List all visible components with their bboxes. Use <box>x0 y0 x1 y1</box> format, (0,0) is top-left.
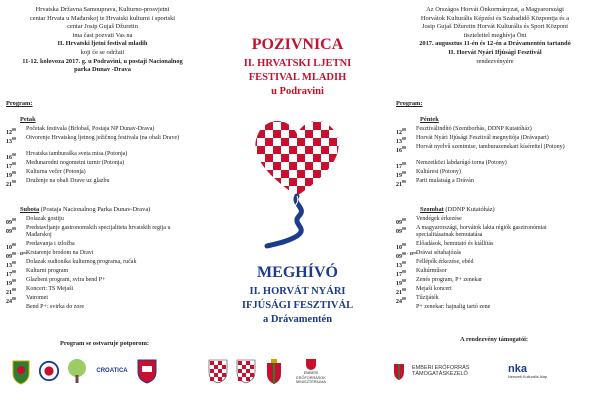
program-description: Kultúrműsor <box>416 268 447 275</box>
program-label: Program: <box>6 100 33 107</box>
croatian-shield-icon <box>235 356 257 386</box>
logo-row-middle <box>207 356 331 386</box>
program-description: Nemzetközi labdarúgó torna (Potony) <box>416 160 507 167</box>
intro-line: Josip Gujaš Džuretin Horvát Kulturális és Sport Központ <box>421 23 569 31</box>
program-time: $17^{00}$ <box>396 161 406 171</box>
hungarian-crest-icon <box>392 356 406 386</box>
festival-logo <box>237 104 357 254</box>
program-description: Druženje na obali Drave uz glazbu <box>26 178 110 185</box>
title-line: FESTIVAL MLADIH <box>248 72 347 83</box>
intro-line: tisztelettel meghívja Önt <box>463 31 527 39</box>
title-line: IFJÚSÁGI FESZTIVÁL <box>241 300 354 311</box>
program-description: Vendégek érkezése <box>416 216 462 222</box>
program-time: $21^{00}$ <box>6 287 16 297</box>
program-time: $17^{00}$ <box>6 269 16 279</box>
title-meghivo: MEGHÍVÓ <box>257 264 338 281</box>
program-description: Hrvatska tamburaška sveta misa (Potonja) <box>26 151 128 158</box>
program-description: Kulturni program <box>26 268 69 275</box>
middle-column <box>205 0 390 400</box>
program-description: Drávai sétahajózás <box>416 250 462 257</box>
program-description: Otvorenje Hrvatskog ljetnog ježičnog festivala (na obali Drave) <box>26 135 180 141</box>
program-description: Tűzijáték <box>416 295 439 302</box>
hungarian-coat-of-arms-icon <box>263 356 285 386</box>
day-label: Petak <box>20 116 36 123</box>
program-time: $17^{00}$ <box>396 269 406 279</box>
program-description: Početak festivala (Brlobaš, Postaja NP Dunav-Drava) <box>26 126 155 132</box>
support-label: A rendezvény támogatói: <box>460 336 529 343</box>
program-description: Krstarenje brodom na Dravi <box>26 250 94 257</box>
program-description: Fellépők érkezése, ebéd <box>416 259 474 266</box>
program-time: $09^{00 - 18^{00}}$ <box>396 251 417 261</box>
intro-line: centar Josip Gujaš Džuretin <box>67 23 138 31</box>
program-time: $24^{00}$ <box>396 296 406 306</box>
program-description: Horvát Nyári Ifjúsági Fesztivál megnyitója (Drávapart) <box>416 135 549 141</box>
program-description: Zenés program, P+ zenekar <box>416 277 483 284</box>
program-description: Kultúrest (Potony) <box>416 169 461 176</box>
program-time: $09^{00}$ <box>6 226 16 235</box>
program-time: $10^{00}$ <box>6 242 16 252</box>
day-label: Szombat (DDNP Kutatóház) <box>420 206 495 213</box>
tree-icon <box>66 356 88 386</box>
program-description: P+ zenekar: hajnalig tartó zene <box>416 304 491 311</box>
program-time: $12^{00}$ <box>396 127 406 136</box>
title-line: II. HORVÁT NYÁRI <box>249 286 346 297</box>
shield-icon <box>136 356 158 386</box>
title-line: u Podravini <box>271 86 324 97</box>
croatica-logo: CROATICA <box>96 368 128 374</box>
program-description: Parti mulatság a Dráván <box>416 178 474 185</box>
intro-line: rendezvényére <box>476 57 514 65</box>
program-description: Előadások, bemutató és kiállítás <box>416 241 494 248</box>
program-time: $09^{00}$ <box>396 226 406 235</box>
left-column <box>0 0 205 400</box>
croatian-shield-icon <box>207 356 229 386</box>
program-description: Koncert: TS Mejaši <box>26 286 74 293</box>
program-time: $16^{00}$ <box>396 145 406 154</box>
program-time: $21^{00}$ <box>396 287 406 297</box>
program-description: Horvát nyelvű szentmise, tamburazenekari kísérettel (Potony) <box>416 144 565 150</box>
event-date: 2017. augusztus 11-én és 12-én a Drávamentén tartandó <box>419 40 571 48</box>
logo-row-right <box>392 356 578 386</box>
program-time: $17^{00}$ <box>6 161 16 171</box>
program-description: A magyarországi, horvátok lakta régiók gasztronómiai specialitásainak bemutatása <box>416 225 547 239</box>
right-column <box>390 0 600 400</box>
title-pozivnica: POZIVNICA <box>251 36 344 53</box>
event-place: parka Dunav -Drava <box>74 66 131 74</box>
program-description: Dolazak gostiju <box>26 216 64 222</box>
festival-name: II. Horvát Nyári Ifjúsági Fesztivál <box>448 48 542 56</box>
intro-line: Horvátok Kulturális Képzési és Szabadidő Központja és a <box>420 14 570 22</box>
coat-of-arms-icon <box>10 356 32 386</box>
festival-name: II. Hrvatski ljetni festival mladih <box>57 40 148 48</box>
title-line: II. HRVATSKI LJETNI <box>243 58 352 69</box>
emet-logo: EMBERI ERŐFORRÁS TÁMOGATÁSKEZELŐ <box>412 364 470 377</box>
program-time: $21^{00}$ <box>396 179 406 189</box>
program-description: Kulturna večer (Potonja) <box>26 169 86 176</box>
program-time: $10^{00}$ <box>396 242 406 252</box>
support-label: Program se ostvaruje potporom: <box>60 340 150 347</box>
intro-line: Az Országos Horvát Önkormányzat, a Magyarországi <box>426 6 564 13</box>
program-time: $16^{00}$ <box>6 152 16 162</box>
program-description: Predstavljanje gastronomskih specijaliteta hrvatskih regija u Mađarskoj <box>26 225 171 239</box>
program-time: $19^{00}$ <box>6 170 16 180</box>
program-time: $13^{00}$ <box>6 136 16 145</box>
event-date: 11-12. kolovoza 2017. g. u Podravini, u postaji Nacionalnog <box>22 57 183 65</box>
day-label: Subota (Postaja Nacionalnog Parka Dunav-Drava) <box>20 206 151 213</box>
program-time: $19^{00}$ <box>396 170 406 180</box>
nka-logo: nka Nemzeti Kulturális Alap <box>508 362 548 379</box>
program-time: $19^{00}$ <box>396 278 406 288</box>
intro-line: centar Hrvata u Mađarskoj te Hrvatski kulturni i sportski <box>29 14 176 22</box>
program-description: Vatromet <box>26 295 48 302</box>
day-label: Péntek <box>420 116 439 123</box>
program-description: Bend P+: svirka do zore <box>26 304 85 311</box>
program-description: Glazbeni program, svira bend P+ <box>26 277 106 284</box>
logo-row <box>10 356 158 386</box>
program-label: Program: <box>396 100 423 107</box>
intro-line: koji će se održati <box>80 48 125 56</box>
program-time: $09^{00}$ <box>6 217 16 226</box>
intro-line: Hrvatska Državna Samouprava, Kulturno-prosvjetni <box>35 6 170 13</box>
program-time: $12^{00}$ <box>6 127 16 136</box>
right-intro <box>390 0 600 66</box>
program-description: Predavanja i izložba <box>26 241 75 248</box>
left-intro <box>0 0 205 75</box>
program-time: $13^{00}$ <box>396 136 406 145</box>
program-time: $13^{00}$ <box>6 260 16 270</box>
program-time: $19^{00}$ <box>6 278 16 288</box>
title-line: a Drávamentén <box>262 314 333 325</box>
program-time: $13^{00}$ <box>396 260 406 270</box>
program-time: $21^{00}$ <box>6 179 16 189</box>
emmi-logo: EMBERI ERŐFORRÁSOK MINISZTÉRIUMA <box>291 356 331 386</box>
intro-line: ima čast pozvati Vas na <box>72 31 133 39</box>
program-time: $09^{00}$ <box>396 217 406 226</box>
emblem-icon <box>38 356 60 386</box>
program-time: $24^{00}$ <box>6 296 16 306</box>
program-description: Dolazak sudionika kulturnog programa, ručak <box>26 259 137 266</box>
program-description: Fesztiválindító (Szentborbás, DDNP Kutatóház) <box>416 126 532 132</box>
program-description: Međunarodni nogometni turnir (Potonja) <box>26 160 125 167</box>
program-time: $09^{00 - 18^{00}}$ <box>6 251 27 261</box>
program-description: Mejaši koncert <box>416 286 452 293</box>
